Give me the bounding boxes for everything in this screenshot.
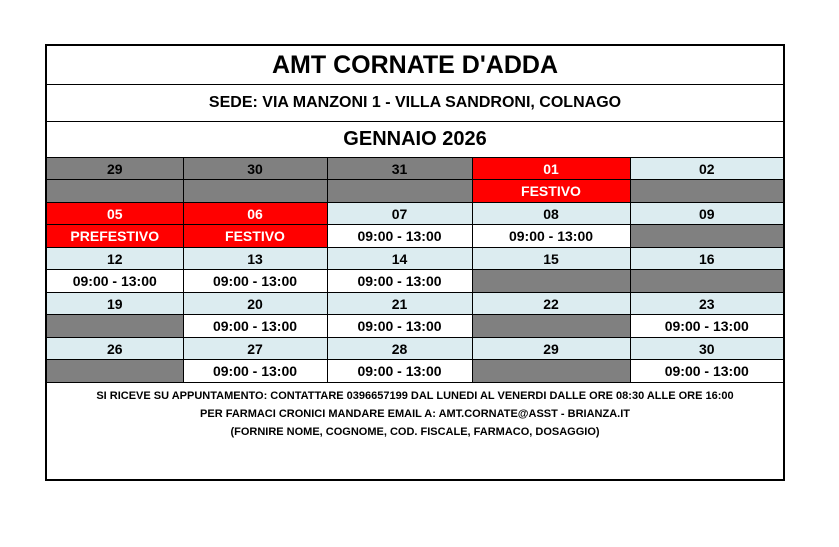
address-line: SEDE: VIA MANZONI 1 - VILLA SANDRONI, COLNAGO xyxy=(47,85,783,122)
day-hours-cell: 09:00 - 13:00 xyxy=(183,315,327,338)
week-hours-row xyxy=(47,225,783,248)
day-hours-cell xyxy=(47,315,183,338)
day-number-cell: 08 xyxy=(472,203,630,225)
day-number-cell: 14 xyxy=(327,248,472,270)
day-number-cell: 21 xyxy=(327,293,472,315)
day-number-cell: 20 xyxy=(183,293,327,315)
day-number-cell: 28 xyxy=(327,338,472,360)
week-days-row xyxy=(47,293,783,315)
month-heading: GENNAIO 2026 xyxy=(47,122,783,158)
day-hours-cell xyxy=(47,180,183,203)
day-hours-cell: 09:00 - 13:00 xyxy=(327,315,472,338)
day-number-cell: 30 xyxy=(630,338,783,360)
day-hours-cell: 09:00 - 13:00 xyxy=(327,360,472,383)
page-title: AMT CORNATE D'ADDA xyxy=(47,46,783,85)
day-hours-cell: FESTIVO xyxy=(183,225,327,248)
day-hours-cell: 09:00 - 13:00 xyxy=(183,360,327,383)
appointment-note: SI RICEVE SU APPUNTAMENTO: CONTATTARE 0396657199 DAL LUNEDI AL VENERDI DALLE ORE 08:30 ALLE ORE 16:00 xyxy=(96,390,734,402)
day-number-cell: 09 xyxy=(630,203,783,225)
day-number-cell: 01 xyxy=(472,158,630,180)
day-number-cell: 29 xyxy=(472,338,630,360)
day-hours-cell xyxy=(472,315,630,338)
day-hours-cell: PREFESTIVO xyxy=(47,225,183,248)
day-hours-cell xyxy=(47,360,183,383)
day-hours-cell xyxy=(327,180,472,203)
day-hours-cell: FESTIVO xyxy=(472,180,630,203)
day-number-cell: 27 xyxy=(183,338,327,360)
day-number-cell: 05 xyxy=(47,203,183,225)
day-hours-cell xyxy=(183,180,327,203)
week-days-row xyxy=(47,158,783,180)
day-number-cell: 29 xyxy=(47,158,183,180)
week-days-row xyxy=(47,203,783,225)
day-number-cell: 15 xyxy=(472,248,630,270)
week-days-row xyxy=(47,248,783,270)
day-hours-cell: 09:00 - 13:00 xyxy=(630,360,783,383)
week-hours-row xyxy=(47,360,783,383)
day-number-cell: 13 xyxy=(183,248,327,270)
day-hours-cell xyxy=(630,225,783,248)
day-number-cell: 23 xyxy=(630,293,783,315)
day-number-cell: 02 xyxy=(630,158,783,180)
week-hours-row xyxy=(47,270,783,293)
schedule-sheet xyxy=(45,44,785,481)
day-hours-cell xyxy=(472,360,630,383)
day-hours-cell xyxy=(630,270,783,293)
day-hours-cell: 09:00 - 13:00 xyxy=(327,225,472,248)
day-hours-cell xyxy=(472,270,630,293)
contact-notes xyxy=(47,387,783,441)
day-number-cell: 06 xyxy=(183,203,327,225)
calendar-grid xyxy=(47,158,783,383)
day-number-cell: 22 xyxy=(472,293,630,315)
day-number-cell: 26 xyxy=(47,338,183,360)
day-number-cell: 19 xyxy=(47,293,183,315)
email-note: PER FARMACI CRONICI MANDARE EMAIL A: AMT.CORNATE@ASST - BRIANZA.IT xyxy=(200,408,630,420)
day-hours-cell: 09:00 - 13:00 xyxy=(630,315,783,338)
week-hours-row xyxy=(47,180,783,203)
week-days-row xyxy=(47,338,783,360)
required-info-note: (FORNIRE NOME, COGNOME, COD. FISCALE, FARMACO, DOSAGGIO) xyxy=(230,426,600,438)
day-number-cell: 16 xyxy=(630,248,783,270)
day-number-cell: 30 xyxy=(183,158,327,180)
day-hours-cell xyxy=(630,180,783,203)
week-hours-row xyxy=(47,315,783,338)
day-hours-cell: 09:00 - 13:00 xyxy=(183,270,327,293)
day-number-cell: 07 xyxy=(327,203,472,225)
day-number-cell: 12 xyxy=(47,248,183,270)
day-number-cell: 31 xyxy=(327,158,472,180)
day-hours-cell: 09:00 - 13:00 xyxy=(327,270,472,293)
day-hours-cell: 09:00 - 13:00 xyxy=(47,270,183,293)
day-hours-cell: 09:00 - 13:00 xyxy=(472,225,630,248)
